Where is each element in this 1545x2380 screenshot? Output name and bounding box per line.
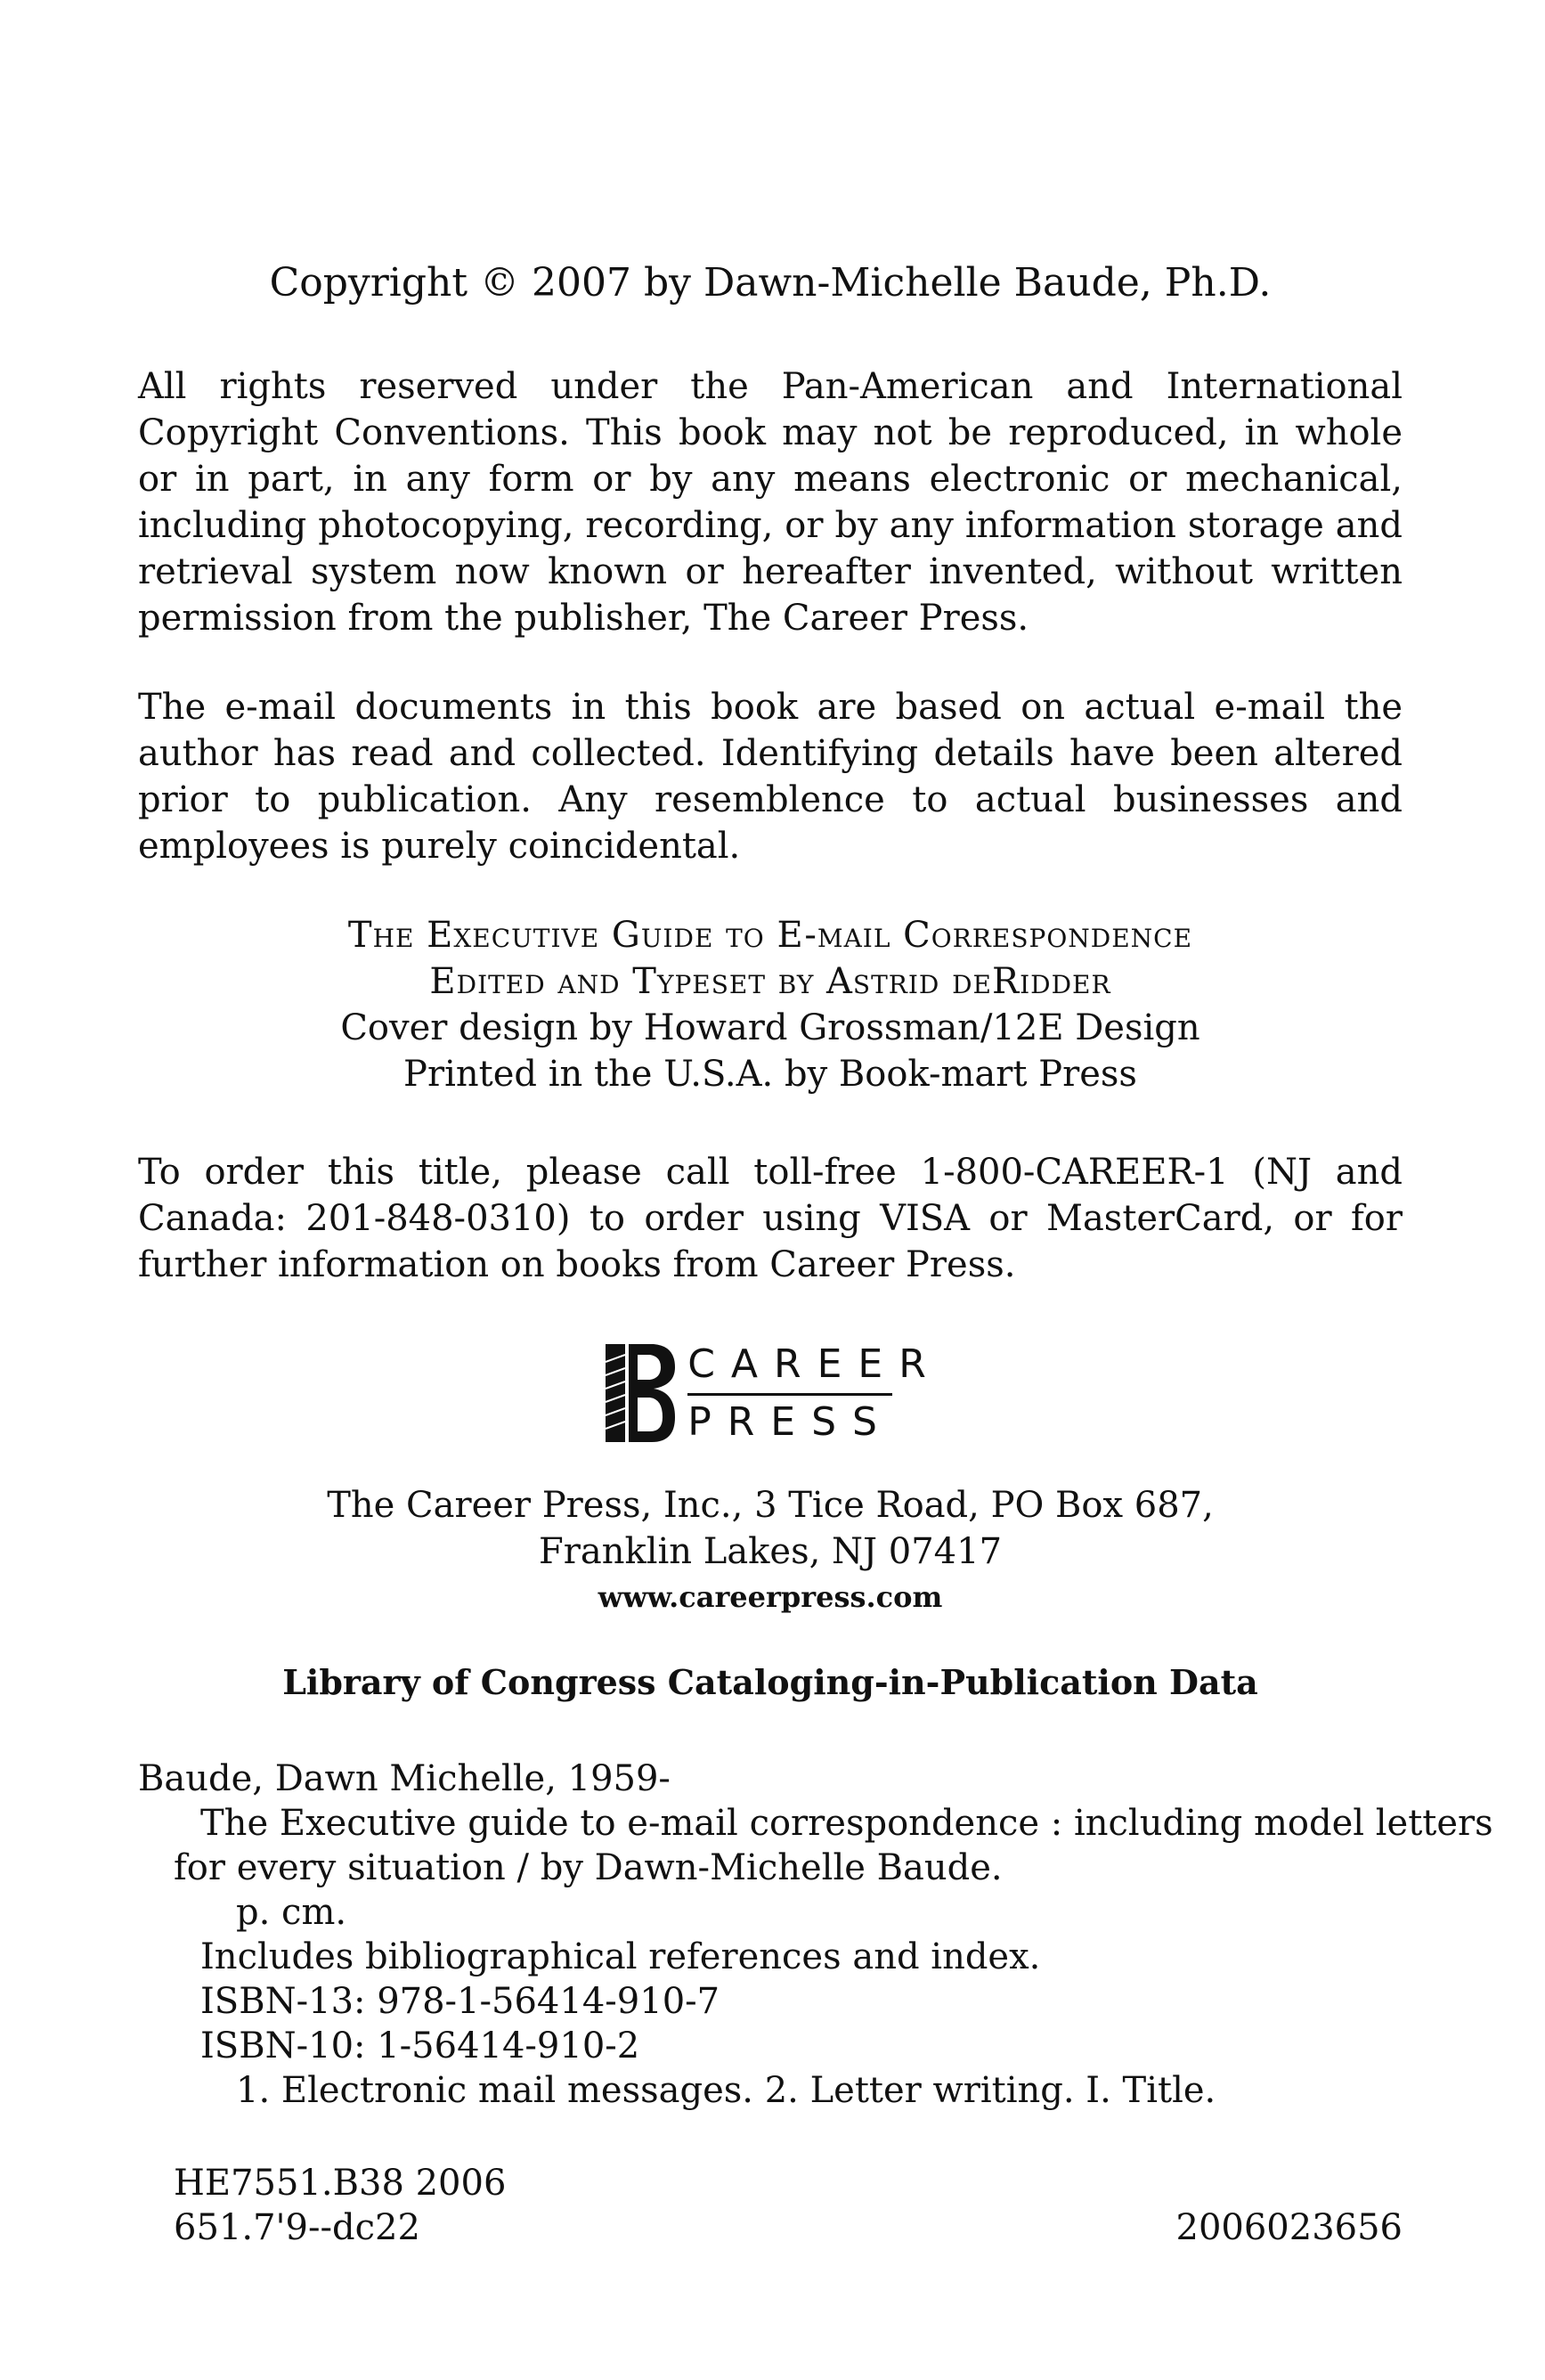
logo-divider (687, 1393, 892, 1396)
order-paragraph: To order this title, please call toll-free 1-800-CAREER-1 (NJ and Canada: 201-848-0310) to order using VISA or MasterCard, or for further information on books from Career Press. (138, 1152, 1403, 1285)
cip-pages: p. cm. (236, 1892, 347, 1933)
cip-isbn13: ISBN-13: 978-1-56414-910-7 (200, 1981, 720, 2022)
rights-paragraph: All rights reserved under the Pan-American and International Copyright Conventions. This book may not be reproduced, in whole or in part, in any form or by any means electronic or mechanical, including photocopying, recording, or by any information storage and retrieval system now known or hereafter invented, without written permission from the publisher, The Career Press. (138, 366, 1403, 639)
cip-classification-row (138, 2205, 1403, 2250)
address-line-1: The Career Press, Inc., 3 Tice Road, PO Box 687, (327, 1485, 1214, 1526)
cip-dewey-number: 651.7'9--dc22 (174, 2207, 420, 2248)
cip-includes: Includes bibliographical references and index. (200, 1936, 1041, 1977)
cip-lc-call-number: HE7551.B38 2006 (174, 2163, 507, 2204)
cip-lccn: 2006023656 (1175, 2207, 1403, 2248)
book-title-credit: The Executive Guide to E-mail Correspondence (347, 915, 1193, 956)
career-press-logo-mark-icon (598, 1335, 679, 1451)
copyright-notice: Copyright © 2007 by Dawn-Michelle Baude, Ph.D. (269, 260, 1272, 306)
cip-data-block (138, 1756, 1493, 2250)
address-line-2: Franklin Lakes, NJ 07417 (538, 1531, 1003, 1572)
disclaimer-paragraph: The e-mail documents in this book are based on actual e-mail the author has read and collected. Identifying details have been altered prior to publication. Any resemblence to actual businesses and employees is purely coincidental. (138, 687, 1403, 867)
printer-credit: Printed in the U.S.A. by Book-mart Press (403, 1054, 1137, 1095)
cip-author: Baude, Dawn Michelle, 1959- (138, 1758, 671, 1799)
loc-heading: Library of Congress Cataloging-in-Publication Data (282, 1662, 1258, 1702)
career-press-logo (138, 1331, 1403, 1455)
logo-wordmark (687, 1341, 942, 1445)
logo-line-career: CAREER (687, 1341, 942, 1387)
cover-credit: Cover design by Howard Grossman/12E Design (340, 1007, 1200, 1048)
copyright-page (138, 258, 1493, 2250)
cip-title-line-1: The Executive guide to e-mail correspondence : including model letters (200, 1803, 1493, 1844)
cip-spacer (138, 2113, 1403, 2161)
publisher-website: www.careerpress.com (598, 1580, 943, 1614)
editor-credit: Edited and Typeset by Astrid deRidder (429, 961, 1111, 1002)
cip-isbn10: ISBN-10: 1-56414-910-2 (200, 2025, 640, 2066)
cip-title-line-2: for every situation / by Dawn-Michelle Baude. (174, 1847, 1003, 1888)
logo-line-press: PRESS (687, 1398, 893, 1445)
cip-subjects: 1. Electronic mail messages. 2. Letter writing. I. Title. (236, 2070, 1216, 2111)
credits-block (138, 912, 1403, 1097)
publisher-address (138, 1482, 1403, 1575)
